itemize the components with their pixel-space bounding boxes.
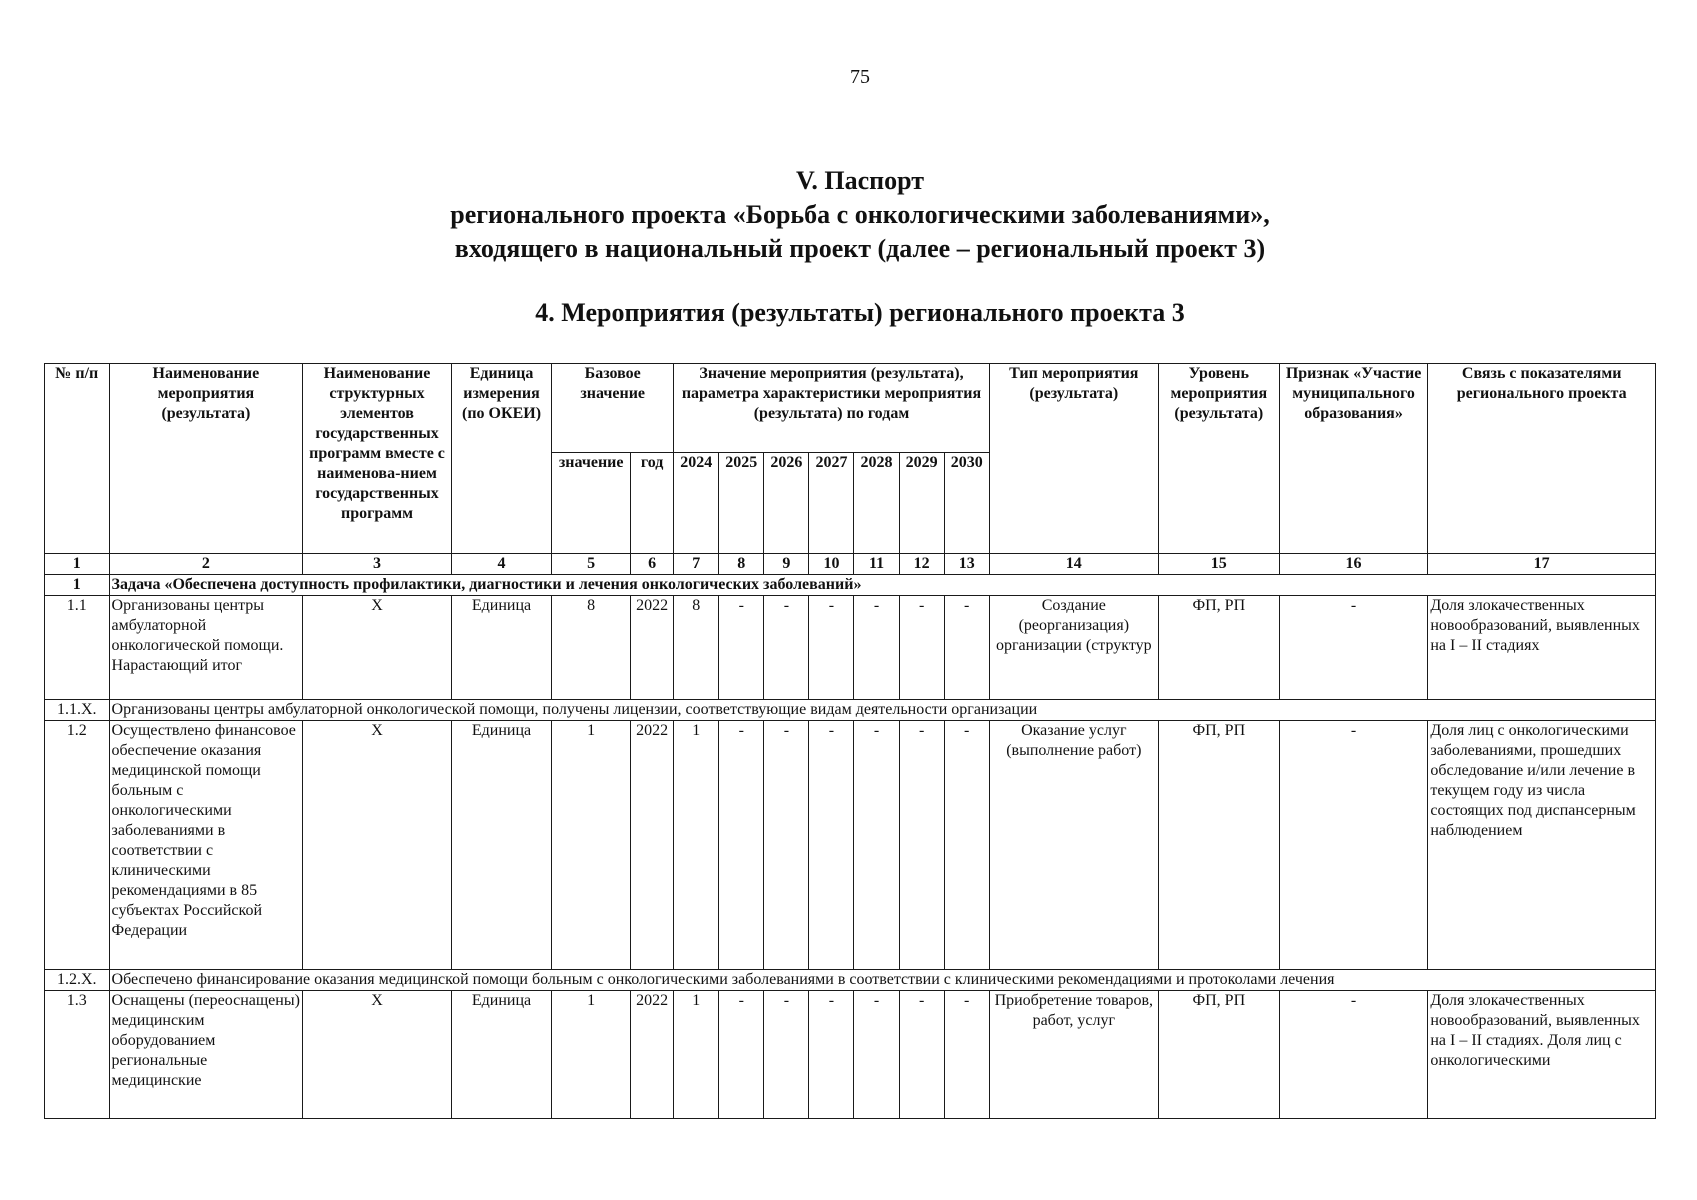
header-year: 2027: [809, 453, 854, 554]
header-unit: Единица измерения (по ОКЕИ): [451, 364, 551, 554]
row-year-value: -: [719, 991, 764, 1119]
row-year-value: -: [899, 721, 944, 970]
column-number: 16: [1279, 554, 1428, 575]
note-number: 1.1.X.: [45, 700, 110, 721]
header-year: 2025: [719, 453, 764, 554]
row-number: 1.1: [45, 596, 110, 700]
result-note-row: [45, 700, 1656, 721]
header-type: Тип мероприятия (результата): [989, 364, 1158, 554]
header-link: Связь с показателями регионального проекта: [1428, 364, 1656, 554]
document-title: [0, 164, 1697, 266]
column-number: 7: [674, 554, 719, 575]
row-level: ФП, РП: [1158, 596, 1279, 700]
row-year-value: -: [719, 721, 764, 970]
row-year-value: -: [899, 596, 944, 700]
row-struct: X: [303, 596, 452, 700]
row-year-value: -: [809, 721, 854, 970]
row-year-value: -: [854, 721, 899, 970]
header-values: Значение мероприятия (результата), параметра характеристики мероприятия (результата) по годам: [674, 364, 990, 453]
table-row: [45, 596, 1656, 700]
row-year-value: -: [764, 721, 809, 970]
row-year-value: -: [809, 596, 854, 700]
row-name: Оснащены (переоснащены) медицинским оборудованием региональные медицинские: [109, 991, 303, 1119]
column-number: 11: [854, 554, 899, 575]
header-year: 2029: [899, 453, 944, 554]
row-number: 1.3: [45, 991, 110, 1119]
row-year-value: -: [899, 991, 944, 1119]
column-number: 1: [45, 554, 110, 575]
column-number: 5: [552, 554, 631, 575]
row-type: Оказание услуг (выполнение работ): [989, 721, 1158, 970]
row-link: Доля лиц с онкологическими заболеваниями, прошедших обследование и/или лечение в текущем году из числа состоящих под диспансерным наблюдением: [1428, 721, 1656, 970]
column-number: 4: [451, 554, 551, 575]
note-number: 1.2.X.: [45, 970, 110, 991]
task-row: [45, 575, 1656, 596]
column-number: 3: [303, 554, 452, 575]
row-year-value: -: [944, 991, 989, 1119]
row-base-year: 2022: [631, 991, 674, 1119]
row-number: 1.2: [45, 721, 110, 970]
row-year-value: -: [719, 596, 764, 700]
column-number-row: [45, 554, 1656, 575]
row-level: ФП, РП: [1158, 991, 1279, 1119]
activities-table: [44, 363, 1656, 1119]
title-line-2: регионального проекта «Борьба с онкологическими заболеваниями»,: [450, 200, 1270, 229]
row-unit: Единица: [451, 991, 551, 1119]
column-number: 15: [1158, 554, 1279, 575]
column-number: 2: [109, 554, 303, 575]
title-line-3: входящего в национальный проект (далее – региональный проект 3): [454, 234, 1266, 263]
note-text: Обеспечено финансирование оказания медицинской помощи больным с онкологическими заболеваниями в соответствии с клиническими рекомендациями и протоколами лечения: [109, 970, 1655, 991]
task-text: Задача «Обеспечена доступность профилактики, диагностики и лечения онкологических заболеваний»: [109, 575, 1655, 596]
header-name: Наименование мероприятия (результата): [109, 364, 303, 554]
row-struct: X: [303, 991, 452, 1119]
row-base-value: 1: [552, 991, 631, 1119]
row-year-value: -: [764, 991, 809, 1119]
row-year-value: -: [854, 991, 899, 1119]
column-number: 12: [899, 554, 944, 575]
column-number: 9: [764, 554, 809, 575]
row-year-value: 1: [674, 721, 719, 970]
title-line-1: V. Паспорт: [795, 166, 925, 195]
row-year-value: -: [809, 991, 854, 1119]
column-number: 17: [1428, 554, 1656, 575]
row-base-year: 2022: [631, 721, 674, 970]
header-base-year: год: [631, 453, 674, 554]
row-name: Организованы центры амбулаторной онкологической помощи. Нарастающий итог: [109, 596, 303, 700]
header-base-value: значение: [552, 453, 631, 554]
column-number: 10: [809, 554, 854, 575]
row-year-value: -: [944, 596, 989, 700]
row-level: ФП, РП: [1158, 721, 1279, 970]
row-name: Осуществлено финансовое обеспечение оказания медицинской помощи больным с онкологическими заболеваниями в соответствии с клиническими рекомендациями в 85 субъектах Российской Федерации: [109, 721, 303, 970]
row-base-value: 1: [552, 721, 631, 970]
column-number: 8: [719, 554, 764, 575]
row-year-value: -: [764, 596, 809, 700]
column-number: 14: [989, 554, 1158, 575]
header-base: Базовое значение: [552, 364, 674, 453]
row-link: Доля злокачественных новообразований, выявленных на I – II стадиях. Доля лиц с онкологическими: [1428, 991, 1656, 1119]
row-type: Создание (реорганизация) организации (структур: [989, 596, 1158, 700]
result-note-row: [45, 970, 1656, 991]
row-year-value: 1: [674, 991, 719, 1119]
header-struct: Наименование структурных элементов государственных программ вместе с наименова-нием государственных программ: [303, 364, 452, 554]
row-year-value: -: [854, 596, 899, 700]
header-municipal: Признак «Участие муниципального образования»: [1279, 364, 1428, 554]
task-number: 1: [45, 575, 110, 596]
header-year: 2026: [764, 453, 809, 554]
row-unit: Единица: [451, 721, 551, 970]
header-level: Уровень мероприятия (результата): [1158, 364, 1279, 554]
row-link: Доля злокачественных новообразований, выявленных на I – II стадиях: [1428, 596, 1656, 700]
table-row: [45, 991, 1656, 1119]
column-number: 6: [631, 554, 674, 575]
note-text: Организованы центры амбулаторной онкологической помощи, получены лицензии, соответствующие видам деятельности организации: [109, 700, 1655, 721]
row-type: Приобретение товаров, работ, услуг: [989, 991, 1158, 1119]
column-number: 13: [944, 554, 989, 575]
row-municipal: -: [1279, 991, 1428, 1119]
row-struct: X: [303, 721, 452, 970]
row-base-year: 2022: [631, 596, 674, 700]
row-municipal: -: [1279, 721, 1428, 970]
header-num: № п/п: [45, 364, 110, 554]
row-year-value: -: [944, 721, 989, 970]
row-year-value: 8: [674, 596, 719, 700]
header-year: 2024: [674, 453, 719, 554]
row-municipal: -: [1279, 596, 1428, 700]
page-number: 75: [850, 66, 870, 88]
row-unit: Единица: [451, 596, 551, 700]
section-title: 4. Мероприятия (результаты) регионального проекта 3: [535, 298, 1185, 327]
header-year: 2030: [944, 453, 989, 554]
header-year: 2028: [854, 453, 899, 554]
row-base-value: 8: [552, 596, 631, 700]
table-row: [45, 721, 1656, 970]
